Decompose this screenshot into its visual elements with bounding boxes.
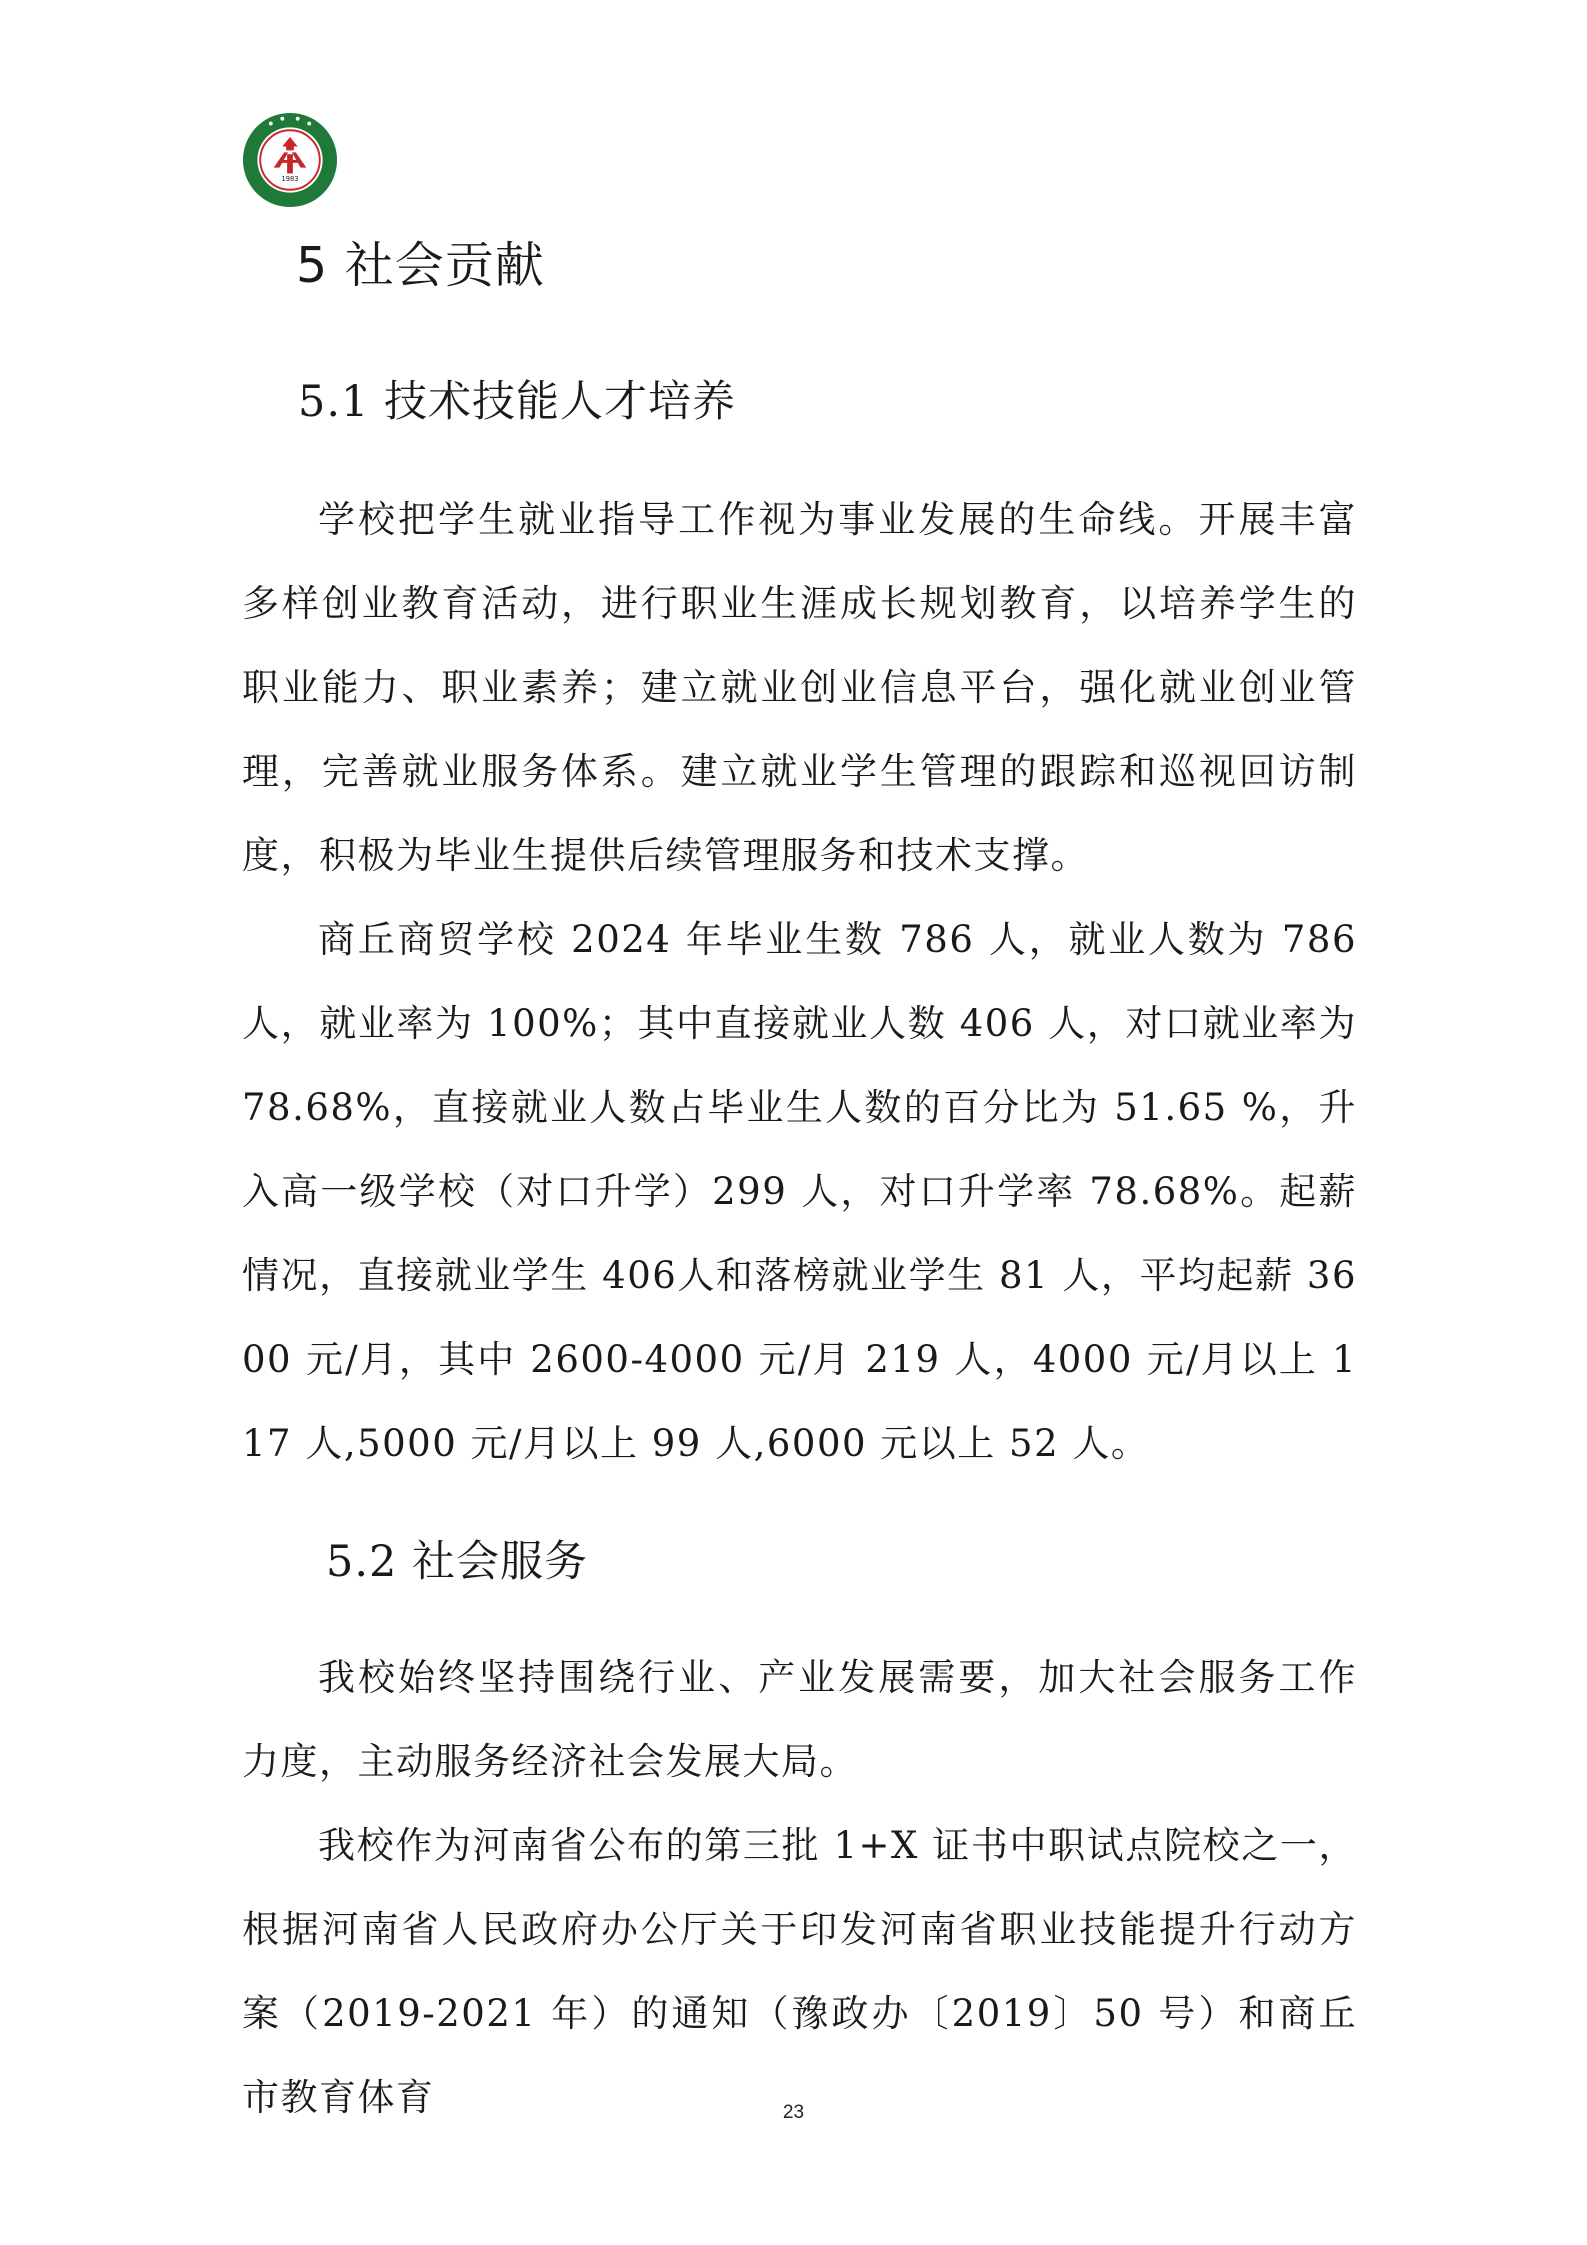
- section-title-5-2: 5.2 社会服务: [326, 1537, 589, 1587]
- section-body-5-1: [242, 478, 1357, 1486]
- section-body-5-2: [242, 1636, 1357, 2140]
- school-emblem-icon: [242, 112, 338, 208]
- paragraph: 学校把学生就业指导工作视为事业发展的生命线。开展丰富多样创业教育活动，进行职业生涯成长规划教育，以培养学生的职业能力、职业素养；建立就业创业信息平台，强化就业创业管理，完善就业服务体系。建立就业学生管理的跟踪和巡视回访制度，积极为毕业生提供后续管理服务和技术支撑。: [242, 498, 1357, 877]
- emblem-year: 1983: [281, 175, 299, 184]
- page-number: 23: [782, 2102, 805, 2123]
- chapter-title: 5 社会贡献: [296, 237, 545, 294]
- section-title-5-1: 5.1 技术技能人才培养: [298, 377, 737, 427]
- paragraph: 我校始终坚持围绕行业、产业发展需要，加大社会服务工作力度，主动服务经济社会发展大局。: [242, 1656, 1357, 1783]
- paragraph: 商丘商贸学校 2024 年毕业生数 786 人，就业人数为 786 人，就业率为 100%；其中直接就业人数 406 人，对口就业率为 78.68%，直接就业人数占毕业生人数的百分比为 51.65 %，升入高一级学校（对口升学）299 人，对口升学率 78.68%。起薪情况，直接就业学生 406人和落榜就业学生 81 人，平均起薪 3600 元/月，其中 2600-4000 元/月 219 人，4000 元/月以上 117 人,5000 元/月以上 99 人,6000 元以上 52 人。: [242, 918, 1357, 1465]
- paragraph: 我校作为河南省公布的第三批 1+X 证书中职试点院校之一，根据河南省人民政府办公厅关于印发河南省职业技能提升行动方案（2019-2021 年）的通知（豫政办〔2019〕50 号）和商丘市教育体育: [242, 1824, 1357, 2119]
